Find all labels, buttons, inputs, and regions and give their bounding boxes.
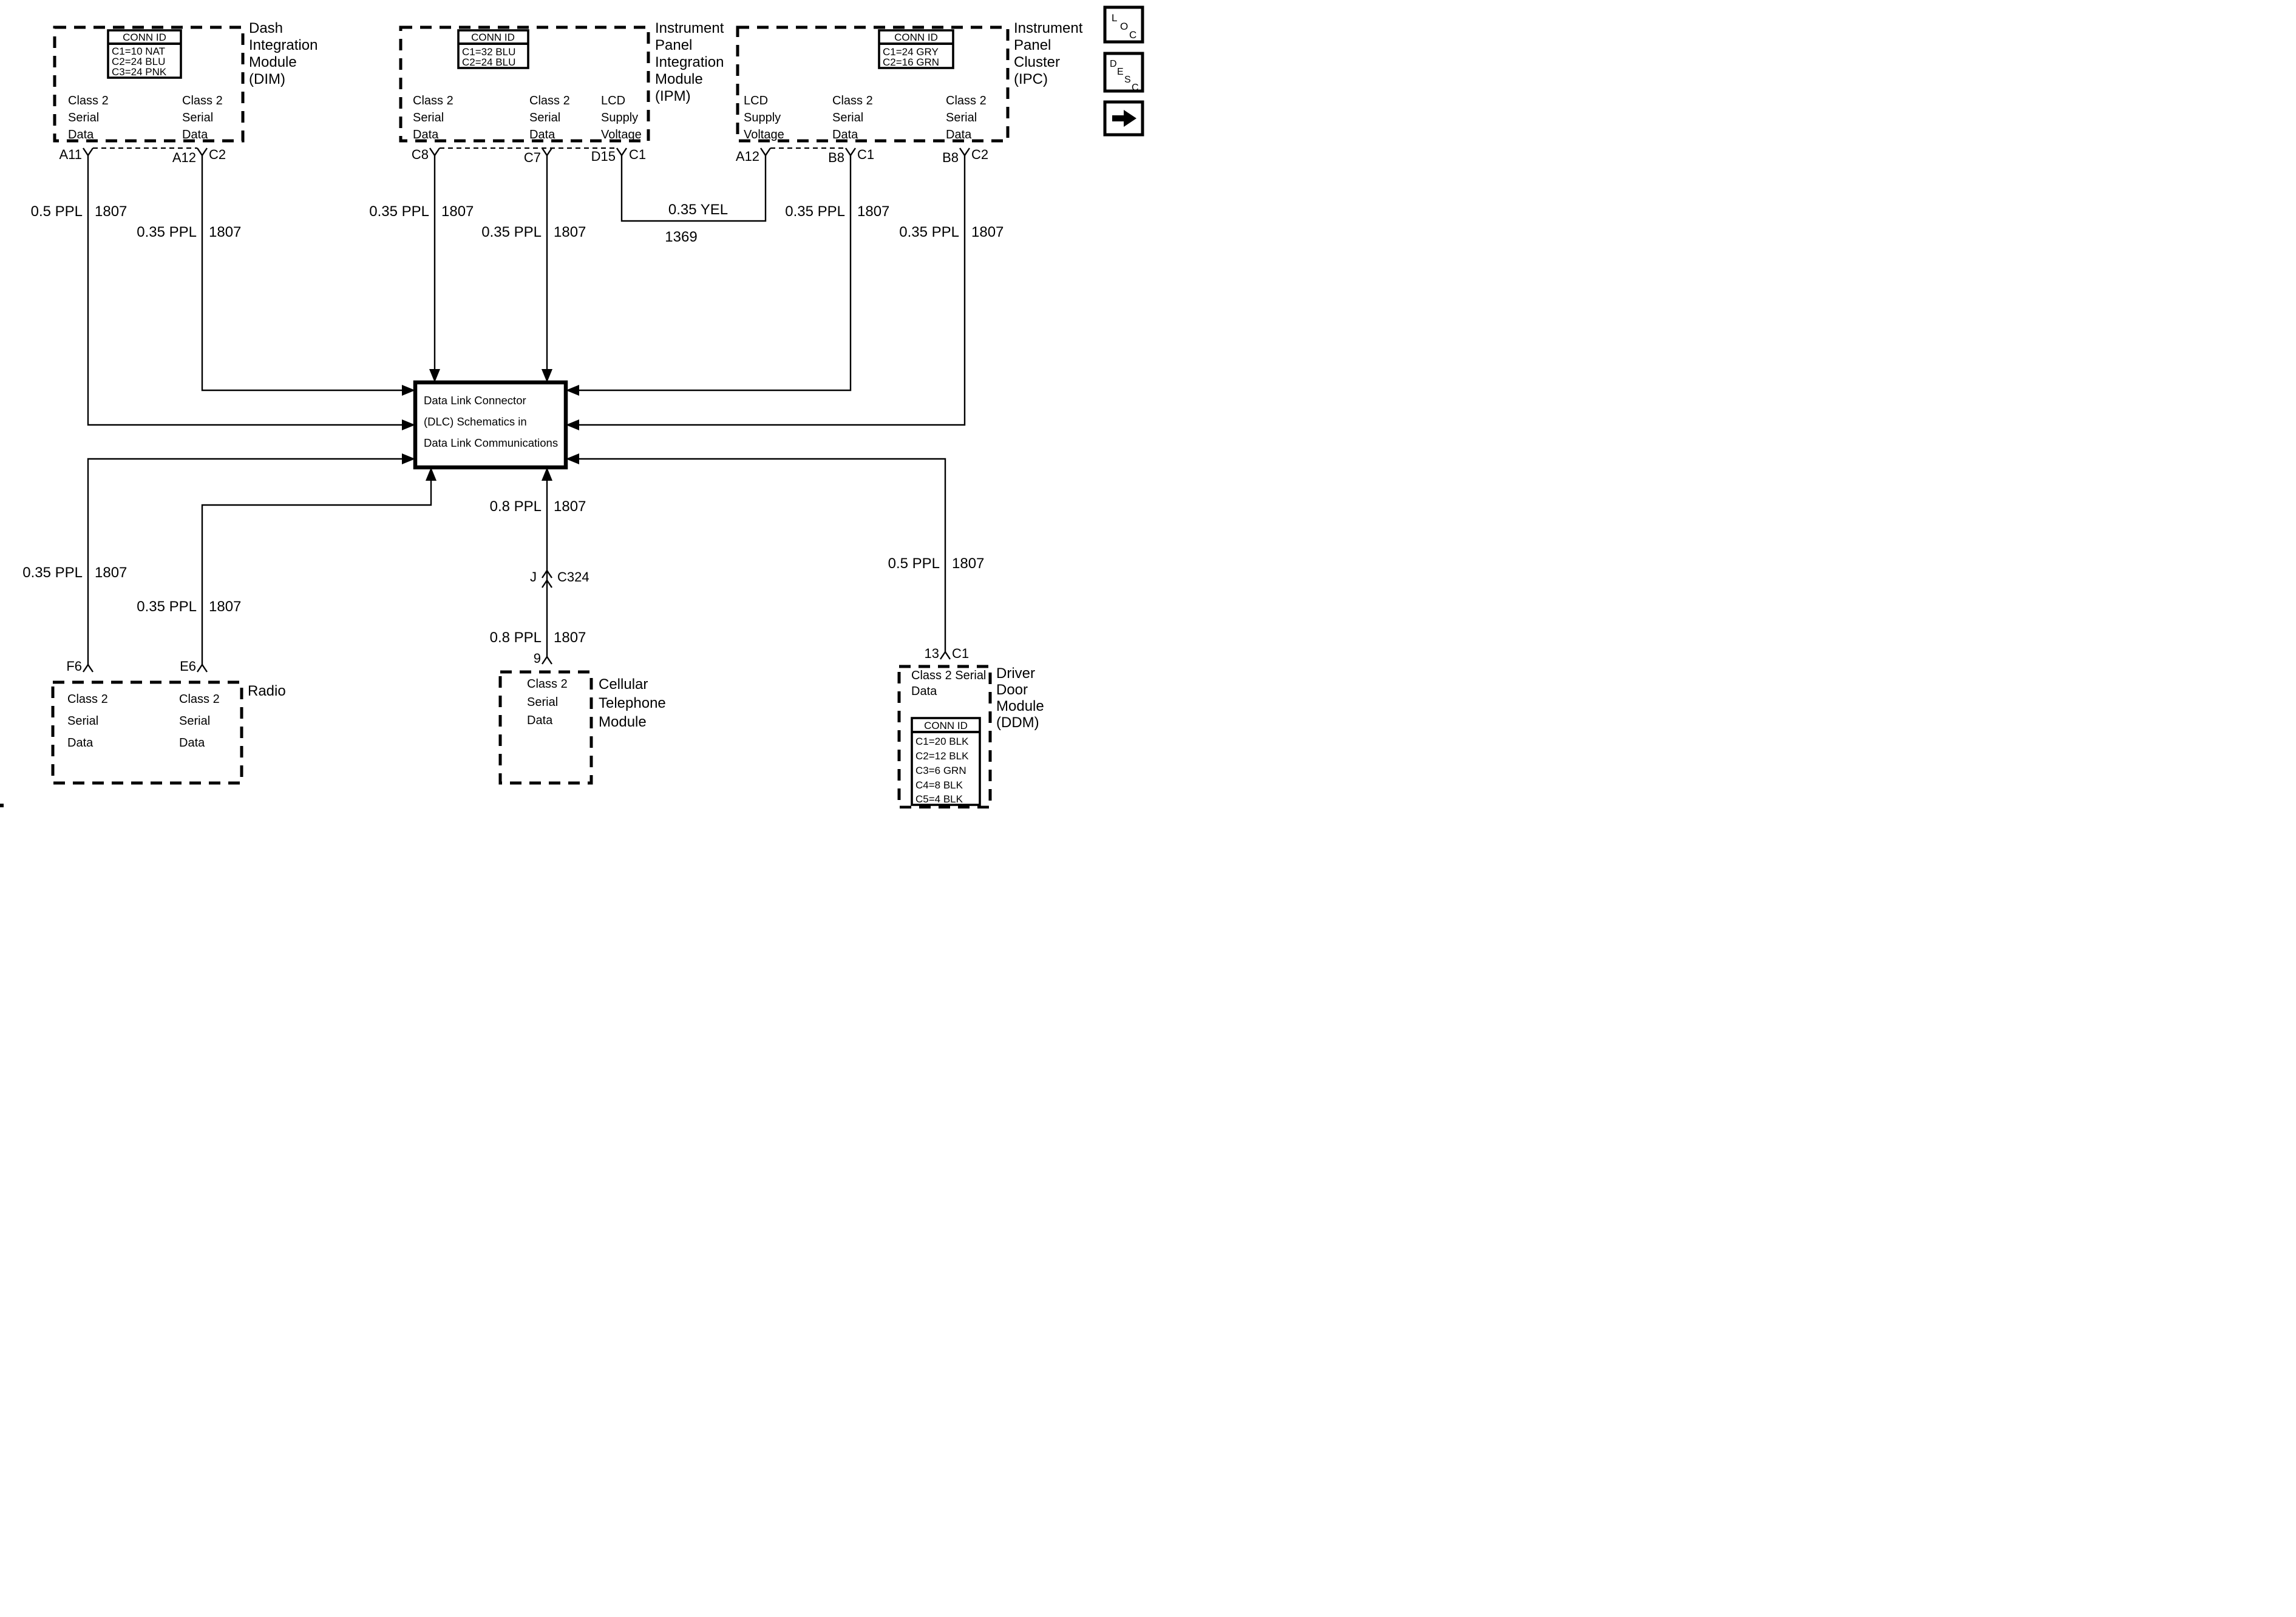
ipm-signal-lcd [601, 94, 642, 141]
next-page-button[interactable] [1105, 102, 1143, 135]
svg-text:Data: Data [182, 128, 208, 141]
pin-fork-icon [83, 665, 93, 672]
svg-text:Data: Data [832, 128, 858, 141]
pin-label: C8 [411, 147, 429, 162]
conn-id-row: C2=12 BLK [915, 750, 969, 762]
svg-text:Serial: Serial [946, 111, 977, 124]
loc-letter: C [1129, 29, 1137, 41]
svg-text:Driver: Driver [996, 665, 1035, 682]
pin-label: B8 [942, 150, 959, 165]
svg-text:Data: Data [529, 128, 555, 141]
ipm-conn-id-table [458, 30, 528, 68]
ipc-conn-id-table [879, 30, 953, 68]
svg-text:Class 2: Class 2 [413, 94, 453, 107]
loc-letter: L [1112, 12, 1118, 24]
svg-text:Serial: Serial [413, 111, 444, 124]
wire-circuit-label: 1807 [971, 224, 1004, 240]
arrowhead-icon [402, 419, 415, 430]
svg-text:Serial: Serial [832, 111, 864, 124]
svg-text:Serial: Serial [67, 714, 99, 728]
dlc-text: (DLC) Schematics in [424, 415, 527, 428]
wire-circuit-label: 1807 [95, 564, 127, 581]
dim-title [249, 20, 318, 87]
schematic-page [0, 0, 1148, 808]
dim-signal-class2-b [182, 94, 223, 141]
svg-text:Module: Module [249, 54, 297, 70]
wire-ipc-c2 [579, 155, 965, 425]
wire-size-label: 0.35 PPL [785, 203, 845, 220]
conn-id-row: C1=20 BLK [915, 736, 969, 747]
loc-button[interactable] [1105, 7, 1143, 42]
wire-size-label: 0.8 PPL [489, 629, 542, 646]
pin-conn-label: C2 [971, 147, 989, 162]
dlc-text: Data Link Connector [424, 394, 526, 407]
svg-text:Class 2: Class 2 [527, 677, 568, 691]
pin-fork-icon [430, 148, 440, 155]
svg-text:Telephone: Telephone [599, 695, 666, 711]
wire-circuit-label: 1807 [952, 555, 985, 572]
svg-text:Class 2 Serial: Class 2 Serial [911, 669, 987, 682]
svg-text:Data: Data [527, 714, 553, 727]
wires-bottom [22, 459, 984, 665]
inline-connector-c324 [530, 569, 589, 588]
module-cellular [500, 651, 666, 783]
svg-text:Serial: Serial [179, 714, 211, 728]
wire-radio-e6 [202, 481, 431, 665]
svg-text:(DDM): (DDM) [996, 714, 1039, 731]
svg-text:Data: Data [911, 685, 937, 698]
pin-fork-icon [83, 148, 93, 155]
desc-letter: D [1110, 59, 1117, 69]
ipm-signal-class2-b [529, 94, 570, 141]
right-arrow-icon [1112, 110, 1136, 127]
pin-label: A12 [172, 150, 196, 165]
pin-fork-icon [542, 657, 552, 664]
wire-circuit-label: 1807 [209, 224, 242, 240]
svg-text:Module: Module [655, 71, 703, 87]
svg-text:Integration: Integration [655, 54, 724, 70]
wire-circuit-label: 1807 [554, 498, 586, 515]
pin-conn-label: C1 [629, 147, 647, 162]
svg-text:Class 2: Class 2 [946, 94, 987, 107]
conn-id-header: CONN ID [471, 32, 515, 43]
radio-title: Radio [248, 683, 286, 699]
pin-conn-label: C1 [857, 147, 875, 162]
arrowhead-icon [542, 369, 552, 382]
ipc-signal-lcd [744, 94, 784, 141]
svg-text:Cellular: Cellular [599, 676, 648, 693]
svg-text:Serial: Serial [182, 111, 214, 124]
svg-text:(IPC): (IPC) [1014, 71, 1048, 87]
dim-conn-id-table [108, 30, 181, 78]
pin-conn-label: C1 [952, 646, 970, 661]
pin-fork-icon [761, 148, 770, 155]
svg-text:Class 2: Class 2 [67, 693, 108, 706]
dim-signal-class2-a [68, 94, 109, 141]
pin-label: F6 [66, 659, 82, 674]
conn-id-row: C1=10 NAT [112, 46, 166, 57]
dlc-text: Data Link Communications [424, 436, 559, 449]
connector-right-label: C324 [557, 569, 589, 585]
wire-size-label: 0.5 PPL [30, 203, 83, 220]
arrowhead-icon [542, 467, 552, 481]
svg-text:Instrument: Instrument [1014, 20, 1083, 36]
radio-signal-class2-b [179, 693, 220, 750]
svg-text:Voltage: Voltage [601, 128, 642, 141]
svg-text:Instrument: Instrument [655, 20, 724, 36]
desc-letter: E [1117, 67, 1124, 77]
ipc-title [1014, 20, 1083, 87]
svg-text:Supply: Supply [744, 111, 781, 124]
wire-circuit-label: 1369 [665, 229, 698, 245]
svg-text:Module: Module [599, 714, 647, 730]
desc-letter: S [1124, 75, 1131, 85]
wire-circuit-label: 1807 [857, 203, 890, 220]
wire-size-label: 0.35 PPL [22, 564, 83, 581]
ipm-title [655, 20, 724, 104]
pin-label: 13 [924, 646, 939, 661]
wire-size-label: 0.35 PPL [899, 224, 959, 240]
pin-fork-icon [846, 148, 855, 155]
module-ddm [899, 646, 1044, 807]
ddm-title [996, 665, 1044, 731]
wire-dim-c2 [202, 155, 402, 390]
wire-size-label: 0.35 PPL [137, 224, 197, 240]
wire-circuit-label: 1807 [554, 224, 586, 240]
wire-ipc-c1 [579, 155, 851, 390]
pin-fork-icon [617, 148, 627, 155]
loc-letter: O [1120, 21, 1129, 32]
ipc-signal-class2-b [946, 94, 987, 141]
svg-text:Panel: Panel [1014, 37, 1051, 53]
wire-size-label: 0.5 PPL [888, 555, 940, 572]
arrowhead-icon [402, 385, 415, 396]
wire-circuit-label: 1807 [95, 203, 127, 220]
arrowhead-icon [429, 369, 440, 382]
wire-dim-a11 [88, 155, 402, 425]
svg-text:Module: Module [996, 698, 1044, 714]
pin-label: C7 [523, 150, 541, 165]
conn-id-row: C4=8 BLK [915, 779, 963, 791]
radio-signal-class2-a [67, 693, 108, 750]
svg-text:Supply: Supply [601, 111, 639, 124]
svg-text:Cluster: Cluster [1014, 54, 1061, 70]
pin-fork-icon [940, 652, 950, 659]
svg-text:Dash: Dash [249, 20, 284, 36]
svg-text:LCD: LCD [744, 94, 769, 107]
svg-text:Data: Data [67, 736, 93, 750]
pin-fork-icon [197, 148, 207, 155]
wiring-diagram [0, 0, 1148, 808]
svg-text:Class 2: Class 2 [529, 94, 570, 107]
wire-circuit-label: 1807 [209, 598, 242, 615]
dlc-reference-box [402, 369, 579, 481]
svg-text:Integration: Integration [249, 37, 318, 53]
wire-size-label: 0.35 YEL [668, 202, 729, 218]
wire-size-label: 0.35 PPL [481, 224, 542, 240]
conn-id-row: C3=6 GRN [915, 765, 966, 776]
desc-letter: C [1132, 83, 1139, 93]
wire-size-label: 0.35 PPL [369, 203, 429, 220]
pin-label: A11 [59, 147, 82, 162]
arrowhead-icon [426, 467, 436, 481]
pin-fork-icon [197, 665, 207, 672]
svg-text:Voltage: Voltage [744, 128, 784, 141]
pin-label: B8 [828, 150, 844, 165]
arrowhead-icon [566, 453, 579, 464]
pin-conn-label: C2 [209, 147, 226, 162]
ipc-signal-class2-a [832, 94, 873, 141]
svg-text:Serial: Serial [529, 111, 561, 124]
conn-id-row: C1=24 GRY [883, 46, 939, 58]
arrowhead-icon [402, 453, 415, 464]
conn-id-row: C1=32 BLU [462, 46, 516, 58]
wire-circuit-label: 1807 [441, 203, 474, 220]
wire-size-label: 0.35 PPL [137, 598, 197, 615]
svg-text:Class 2: Class 2 [832, 94, 873, 107]
pin-fork-icon [960, 148, 970, 155]
ddm-conn-id-table [912, 718, 980, 805]
svg-text:Serial: Serial [527, 696, 559, 709]
conn-id-row: C2=24 BLU [112, 56, 166, 67]
svg-text:LCD: LCD [601, 94, 626, 107]
svg-text:Data: Data [68, 128, 94, 141]
ddm-signal-class2 [911, 669, 986, 698]
svg-text:Data: Data [413, 128, 439, 141]
pin-label: 9 [533, 651, 541, 666]
cellular-signal-class2 [527, 677, 568, 727]
svg-text:Door: Door [996, 682, 1028, 698]
conn-id-header: CONN ID [123, 32, 166, 43]
arrowhead-icon [566, 419, 579, 430]
cellular-title [599, 676, 666, 730]
module-ipm [401, 20, 724, 165]
svg-text:Data: Data [179, 736, 205, 750]
module-ipc [736, 20, 1083, 165]
ipm-signal-class2-a [413, 94, 453, 141]
svg-text:Class 2: Class 2 [68, 94, 109, 107]
svg-text:Class 2: Class 2 [182, 94, 223, 107]
conn-id-header: CONN ID [894, 32, 938, 43]
conn-id-row: C2=24 BLU [462, 56, 516, 68]
svg-text:Serial: Serial [68, 111, 100, 124]
wires-top [31, 155, 1004, 425]
module-dim [55, 20, 318, 165]
pin-label: D15 [591, 149, 616, 164]
pin-fork-icon [542, 148, 552, 155]
svg-text:Panel: Panel [655, 37, 693, 53]
svg-text:(DIM): (DIM) [249, 71, 285, 87]
wire-circuit-label: 1807 [554, 629, 586, 646]
svg-text:Class 2: Class 2 [179, 693, 220, 706]
desc-button[interactable] [1105, 53, 1143, 93]
conn-id-row: C3=24 PNK [112, 66, 167, 78]
corner-toolbar [1105, 7, 1143, 135]
svg-text:(IPM): (IPM) [655, 88, 691, 104]
conn-id-row: C2=16 GRN [883, 56, 940, 68]
arrowhead-icon [566, 385, 579, 396]
pin-label: A12 [735, 149, 759, 164]
conn-id-header: CONN ID [924, 720, 968, 731]
wire-size-label: 0.8 PPL [489, 498, 542, 515]
conn-id-row: C5=4 BLK [915, 793, 963, 805]
wire-radio-f6 [88, 459, 402, 665]
module-radio [53, 659, 286, 783]
pin-label: E6 [180, 659, 196, 674]
connector-left-label: J [530, 569, 537, 585]
svg-text:Data: Data [946, 128, 972, 141]
page-artifact [0, 804, 4, 807]
